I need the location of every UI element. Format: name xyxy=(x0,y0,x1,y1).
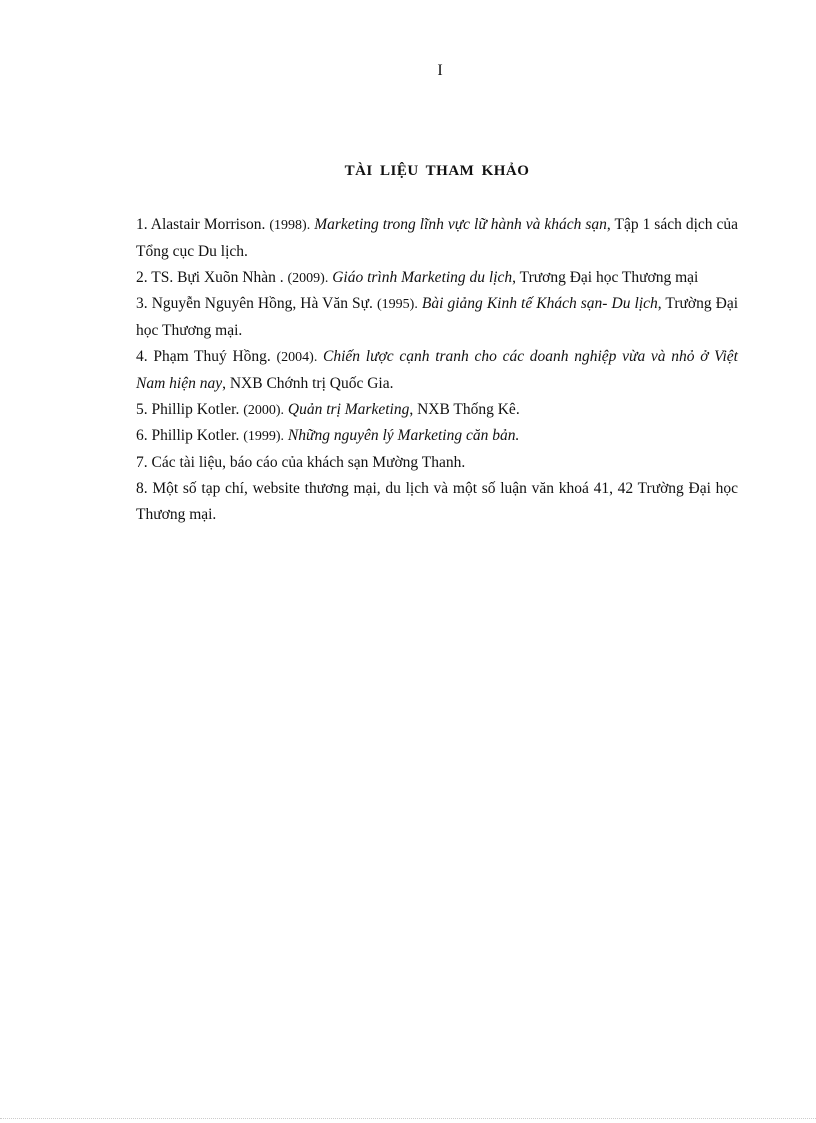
reference-number: 2. xyxy=(136,268,148,286)
reference-item-7 xyxy=(136,450,738,476)
reference-item-6 xyxy=(136,423,738,450)
reference-details: , NXB Chớnh trị Quốc Gia. xyxy=(222,374,394,392)
reference-title: Những nguyên lý Marketing căn bản. xyxy=(287,427,520,445)
page-number: I xyxy=(437,62,443,79)
reference-year: (2009). xyxy=(287,270,329,286)
reference-author: Phillip Kotler. xyxy=(151,427,240,445)
reference-list xyxy=(136,212,738,528)
reference-item-3 xyxy=(136,291,738,344)
reference-year: (1995). xyxy=(377,297,418,313)
reference-number: 8. xyxy=(136,479,148,497)
reference-number: 5. xyxy=(136,400,148,418)
reference-details: , NXB Thống Kê. xyxy=(409,400,520,418)
reference-item-4 xyxy=(136,344,738,397)
reference-number: 4. xyxy=(136,347,148,365)
reference-number: 7. xyxy=(136,454,148,472)
reference-item-2 xyxy=(136,265,738,292)
reference-year: (2004). xyxy=(276,349,318,365)
reference-title: Chiến lược cạnh tranh cho các doanh nghiệp vừa và nhỏ ở Việt Nam hiện nay xyxy=(136,347,738,392)
reference-item-8 xyxy=(136,476,738,528)
reference-details: , Tập 1 sách dịch của Tổng cục Du lịch. xyxy=(136,216,739,260)
reference-title: Marketing trong lĩnh vực lữ hành và khách sạn xyxy=(314,216,607,233)
reference-number: 6. xyxy=(136,427,148,445)
reference-number: 3. xyxy=(136,295,148,313)
reference-title: Quản trị Marketing xyxy=(287,400,410,418)
reference-item-1 xyxy=(136,212,738,265)
reference-author: Alastair Morrison. xyxy=(150,216,266,233)
reference-details: Các tài liệu, báo cáo của khách sạn Mường Thanh. xyxy=(151,454,466,472)
reference-item-5 xyxy=(136,397,738,424)
reference-year: (1998). xyxy=(269,218,311,233)
page-title: TÀI LIỆU THAM KHẢO xyxy=(344,163,530,179)
reference-year: (1999). xyxy=(243,429,285,445)
reference-author: Nguyễn Nguyên Hồng, Hà Văn Sự. xyxy=(151,295,373,313)
reference-details: Một số tạp chí, website thương mại, du lịch và một số luận văn khoá 41, 42 Trường Đại học Thương mại. xyxy=(136,479,738,523)
reference-title: Giáo trình Marketing du lịch xyxy=(332,268,513,286)
reference-author: Phillip Kotler. xyxy=(151,400,240,418)
reference-title: Bài giảng Kinh tế Khách sạn- Du lịch xyxy=(421,295,658,313)
reference-details: , Trường Đại học Thương mại. xyxy=(136,295,739,340)
reference-author: TS. Bựi Xuõn Nhàn . xyxy=(151,268,284,286)
reference-year: (2000). xyxy=(243,402,285,418)
reference-details: , Trương Đại học Thương mại xyxy=(512,268,699,286)
reference-number: 1. xyxy=(136,216,148,233)
reference-author: Phạm Thuý Hồng. xyxy=(153,347,271,365)
page-bottom-edge xyxy=(0,1118,816,1119)
